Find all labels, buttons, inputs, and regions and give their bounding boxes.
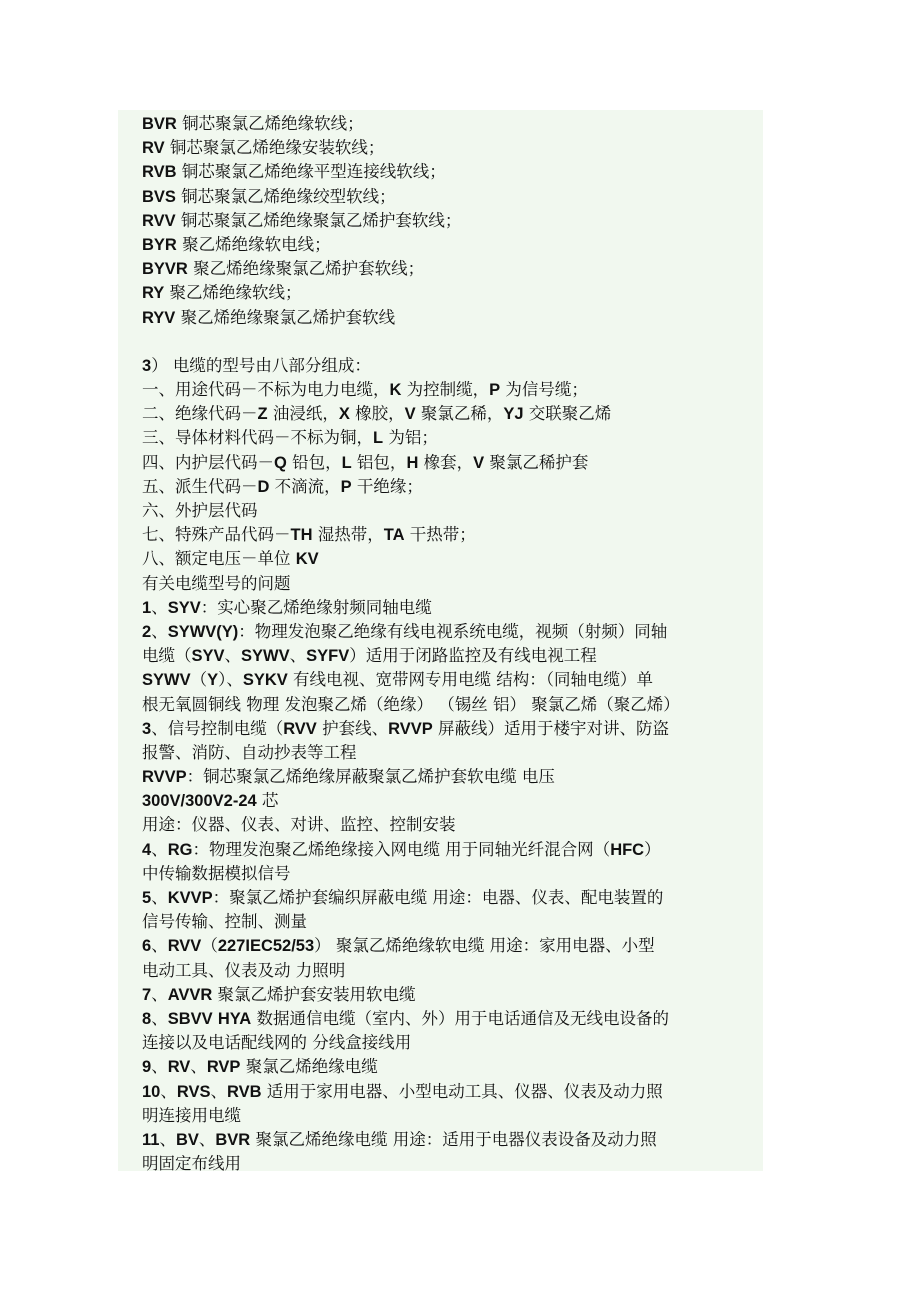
text-line: 八、额定电压－单位 KV [142, 549, 319, 569]
text-line: 4、RG：物理发泡聚乙烯绝缘接入网电缆 用于同轴光纤混合网（HFC） [142, 839, 661, 859]
text-line: 9、RV、RVP 聚氯乙烯绝缘电缆 [142, 1057, 378, 1077]
text-line: 8、SBVV HYA 数据通信电缆（室内、外）用于电话通信及无线电设备的 [142, 1008, 669, 1028]
text-line: BYVR 聚乙烯绝缘聚氯乙烯护套软线； [142, 259, 425, 279]
text-line: RYV 聚乙烯绝缘聚氯乙烯护套软线 [142, 307, 396, 327]
text-line: RVB 铜芯聚氯乙烯绝缘平型连接线软线； [142, 162, 446, 182]
text-line: 用途：仪器、仪表、对讲、监控、控制安装 [142, 815, 456, 835]
text-line: 3） 电缆的型号由八部分组成： [142, 355, 371, 375]
text-line: 300V/300V2-24 芯 [142, 791, 279, 811]
text-line: 五、派生代码－D 不滴流，P 干绝缘； [142, 476, 423, 496]
text-line: 一、用途代码－不标为电力电缆，K 为控制缆，P 为信号缆； [142, 380, 588, 400]
text-line: 1、SYV：实心聚乙烯绝缘射频同轴电缆 [142, 597, 432, 617]
document-text [142, 112, 752, 1176]
text-line: 7、AVVR 聚氯乙烯护套安装用软电缆 [142, 984, 416, 1004]
text-line: SYWV（Y）、SYKV 有线电视、宽带网专用电缆 结构：（同轴电缆）单 [142, 670, 654, 690]
text-line: 明连接用电缆 [142, 1105, 241, 1125]
text-line: RVV 铜芯聚氯乙烯绝缘聚氯乙烯护套软线； [142, 210, 462, 230]
text-line: 11、BV、BVR 聚氯乙烯绝缘电缆 用途：适用于电器仪表设备及动力照 [142, 1129, 657, 1149]
text-line: 连接以及电话配线网的 分线盒接线用 [142, 1033, 412, 1053]
text-line: RVVP：铜芯聚氯乙烯绝缘屏蔽聚氯乙烯护套软电缆 电压 [142, 767, 555, 787]
text-line: 电缆（SYV、SYWV、SYFV）适用于闭路监控及有线电视工程 [142, 646, 597, 666]
text-line: 信号传输、控制、测量 [142, 912, 307, 932]
text-line: BVR 铜芯聚氯乙烯绝缘软线； [142, 114, 364, 133]
text-line: 2、SYWV(Y)：物理发泡聚乙绝缘有线电视系统电缆，视频（射频）同轴 [142, 621, 668, 641]
text-line: 报警、消防、自动抄表等工程 [142, 742, 357, 762]
text-line: 三、导体材料代码－不标为铜，L 为铝； [142, 428, 438, 448]
text-line: BYR 聚乙烯绝缘软电线； [142, 234, 331, 254]
text-line: 根无氧圆铜线 物理 发泡聚乙烯（绝缘） （锡丝 铝） 聚氯乙烯（聚乙烯） [142, 694, 680, 714]
text-line: 二、绝缘代码－Z 油浸纸，X 橡胶，V 聚氯乙稀，YJ 交联聚乙烯 [142, 404, 612, 424]
text-line: BVS 铜芯聚氯乙烯绝缘绞型软线； [142, 186, 396, 206]
blank-line [142, 330, 752, 354]
text-line: 有关电缆型号的问题 [142, 573, 291, 593]
text-line: 七、特殊产品代码－TH 湿热带，TA 干热带； [142, 525, 476, 545]
text-line: 中传输数据模拟信号 [142, 863, 291, 883]
text-line: 明固定布线用 [142, 1154, 241, 1174]
text-line: RV 铜芯聚氯乙烯绝缘安装软线； [142, 138, 385, 158]
text-line: 5、KVVP：聚氯乙烯护套编织屏蔽电缆 用途：电器、仪表、配电装置的 [142, 888, 664, 907]
text-line: 六、外护层代码 [142, 501, 258, 520]
text-line: 6、RVV（227IEC52/53） 聚氯乙烯绝缘软电缆 用途：家用电器、小型 [142, 936, 655, 956]
text-line: 3、信号控制电缆（RVV 护套线、RVVP 屏蔽线）适用于楼宇对讲、防盗 [142, 718, 669, 738]
text-line: 电动工具、仪表及动 力照明 [142, 960, 346, 980]
text-line: RY 聚乙烯绝缘软线； [142, 283, 302, 303]
text-line: 10、RVS、RVB 适用于家用电器、小型电动工具、仪器、仪表及动力照 [142, 1081, 663, 1101]
text-line: 四、内护层代码－Q 铅包，L 铝包，H 橡套，V 聚氯乙稀护套 [142, 452, 589, 472]
document-page [118, 110, 763, 1174]
